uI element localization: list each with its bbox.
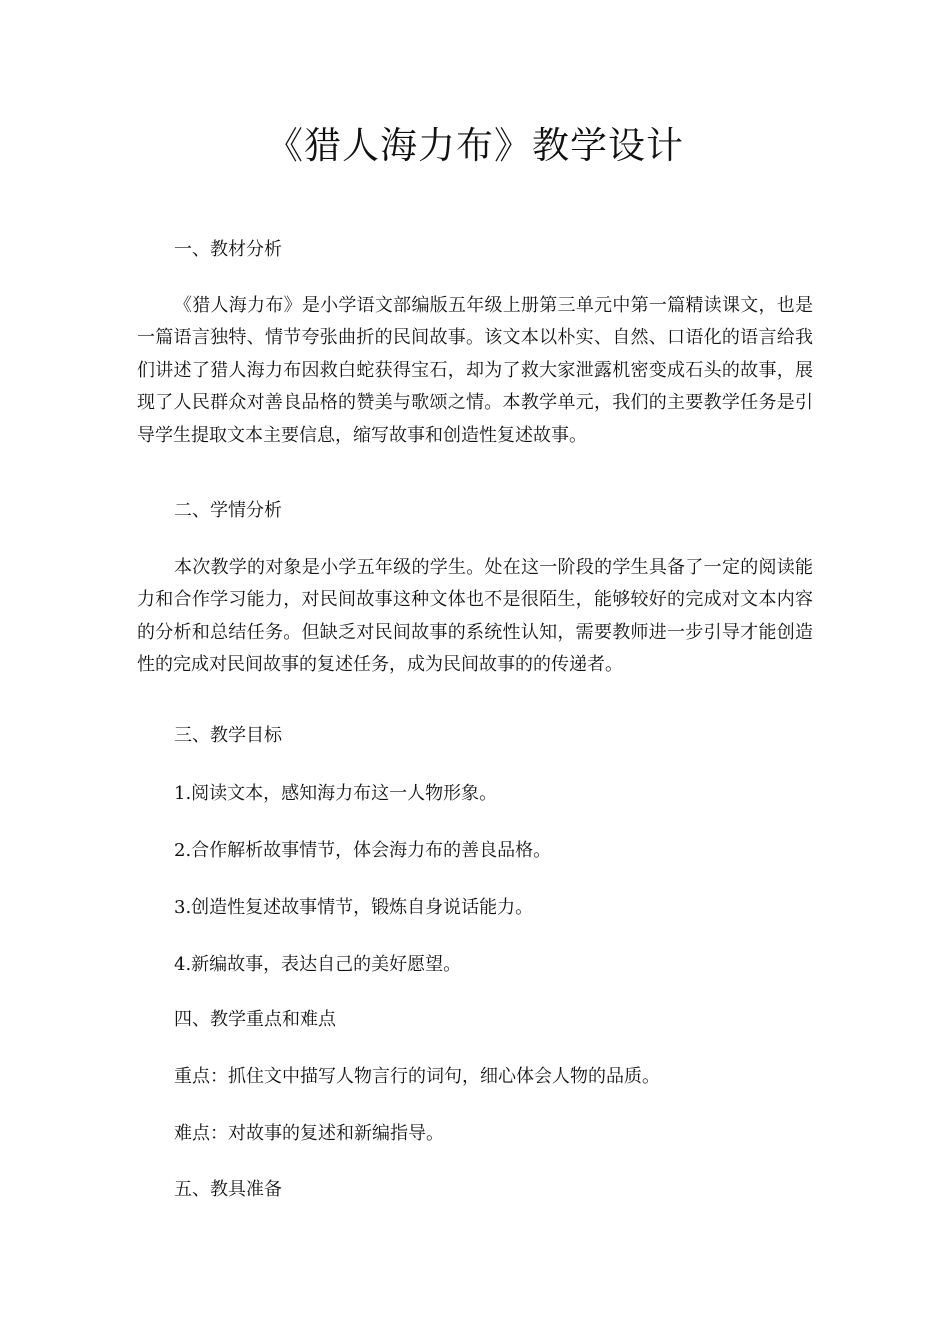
section-heading-materials: 一、教材分析 [174, 239, 282, 260]
goal-item: 3.创造性复述故事情节，锻炼自身说话能力。 [174, 897, 534, 918]
materials-paragraph: 《猎人海力布》是小学语文部编版五年级上册第三单元中第一篇精读课文，也是一篇语言独特、情节夸张曲折的民间故事。该文本以朴实、自然、口语化的语言给我们讲述了猎人海力布因救白蛇获得宝石，却为了救大家泄露机密变成石头的故事，展现了人民群众对善良品格的赞美与歌颂之情。本教学单元，我们的主要教学任务是引导学生提取文本主要信息，缩写故事和创造性复述故事。 [137, 295, 813, 446]
section-heading-materials-prep: 五、教具准备 [174, 1179, 282, 1200]
section-heading-key-points: 四、教学重点和难点 [174, 1009, 336, 1030]
goal-item: 4.新编故事，表达自己的美好愿望。 [174, 954, 462, 975]
goal-item: 1.阅读文本，感知海力布这一人物形象。 [174, 783, 498, 804]
section-heading-students: 二、学情分析 [174, 500, 282, 521]
document-title: 《猎人海力布》教学设计 [266, 124, 684, 167]
section-heading-goals: 三、教学目标 [174, 725, 282, 746]
students-paragraph: 本次教学的对象是小学五年级的学生。处在这一阶段的学生具备了一定的阅读能力和合作学习能力，对民间故事这种文体也不是很陌生，能够较好的完成对文本内容的分析和总结任务。但缺乏对民间故事的系统性认知，需要教师进一步引导才能创造性的完成对民间故事的复述任务，成为民间故事的的传递者。 [137, 557, 813, 676]
goal-item: 2.合作解析故事情节，体会海力布的善良品格。 [174, 840, 552, 861]
key-point-text: 重点：抓住文中描写人物言行的词句，细心体会人物的品质。 [174, 1066, 660, 1087]
difficult-point-text: 难点：对故事的复述和新编指导。 [174, 1123, 444, 1144]
